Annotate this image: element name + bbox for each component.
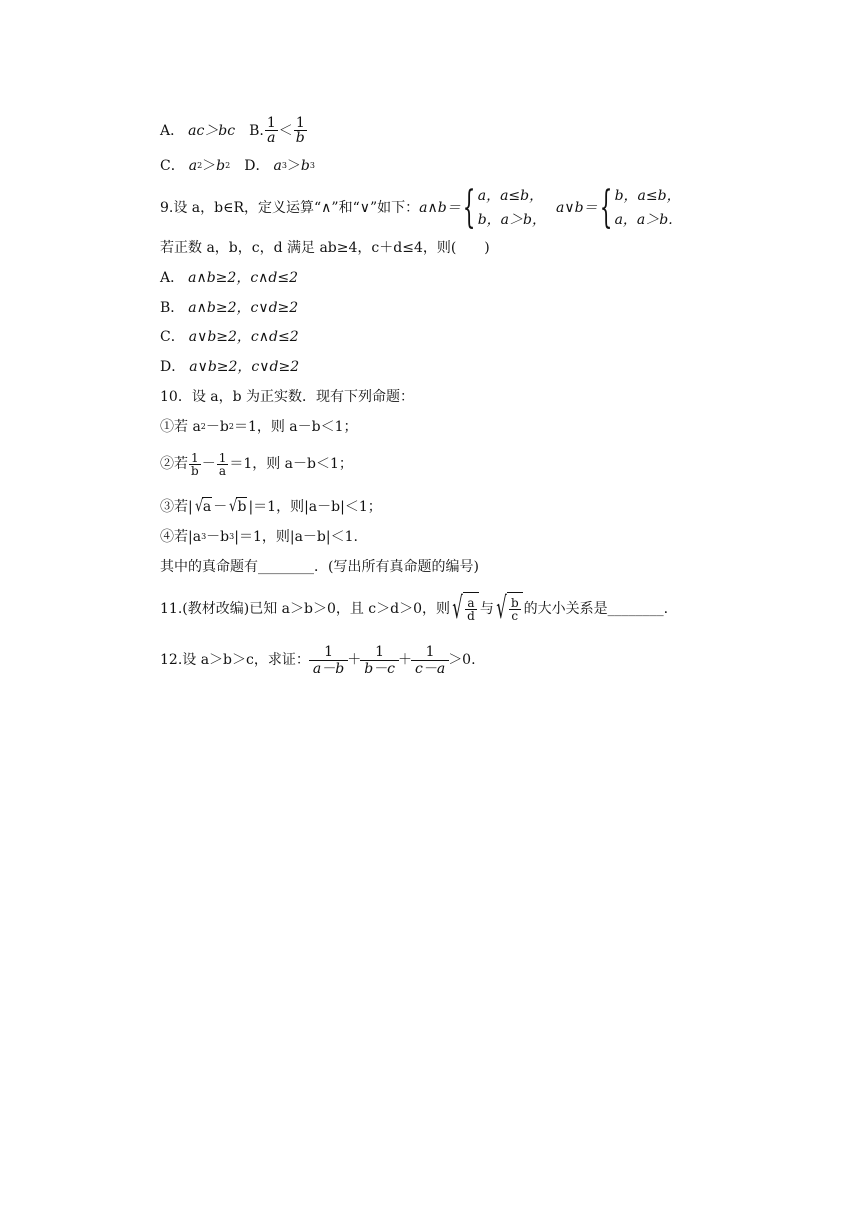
- q9-vee-cases: [615, 184, 681, 232]
- q10-p3-suffix: |＝1，则|a－b|＜1；: [248, 498, 382, 515]
- q8-option-c-exp2: 2: [225, 161, 231, 170]
- q9-option-b-text: a∧b≥2，c∨d≥2: [188, 300, 299, 316]
- q8-option-a-letter: A．: [160, 122, 185, 139]
- q8-option-d-base2: b: [300, 158, 310, 174]
- q9-option-d-letter: D．: [160, 359, 186, 375]
- q8-option-b-fraction-1: $\frac{1}{a}$: [266, 115, 276, 146]
- q9-wedge-case-2: b，a＞b，: [477, 212, 546, 228]
- q9-wedge-brace: {: [462, 182, 476, 233]
- q8-option-c-exp1: 2: [197, 161, 203, 170]
- q10-p1-exp2: 2: [228, 422, 234, 431]
- q9-definition: [160, 183, 691, 233]
- q8-option-c-relation: ＞: [202, 158, 217, 174]
- q10-p1-suffix: ＝1，则 a－b＜1；: [233, 419, 358, 435]
- q10-p4-exp2: 3: [229, 532, 235, 541]
- q9-vee-case-1: b，a≤b，: [614, 188, 681, 204]
- q8-option-d-exp2: 3: [309, 161, 315, 170]
- q10-p1-mid: －b: [205, 419, 229, 435]
- q10-proposition-1: [160, 418, 358, 436]
- q10-p3-minus: －: [213, 498, 228, 515]
- q8-option-b-letter: B.: [249, 122, 264, 139]
- q12-prefix: 12.设 a＞b＞c，求证：: [160, 652, 310, 668]
- q9-wedge-cases: [478, 184, 546, 232]
- q10-p3-sqrt-a: √ a: [194, 496, 212, 515]
- q9-option-b-letter: B．: [160, 300, 185, 316]
- q12-fraction-3: $\frac{1}{c-a}$: [413, 644, 447, 677]
- q8-option-d-relation: ＞: [286, 158, 301, 174]
- q9-wedge-lhs: a∧b＝: [419, 200, 461, 216]
- q8-option-b-fraction-2: $\frac{1}{b}$: [295, 115, 305, 146]
- q10-p2-prefix: ②若: [160, 456, 188, 472]
- q8-option-c-base1: a: [188, 158, 198, 174]
- q9-vee-case-2: a，a＞b.: [614, 212, 673, 228]
- q8-option-b-relation: ＜: [278, 122, 293, 139]
- q11-suffix: 的大小关系是________.: [523, 601, 669, 617]
- q8-options-cd: [160, 157, 315, 175]
- q9-option-a-letter: A．: [160, 270, 185, 286]
- q10-p4-suffix: |＝1，则|a－b|＜1.: [234, 529, 358, 545]
- q10-intro: 10．设 a，b 为正实数．现有下列命题：: [160, 389, 415, 405]
- q8-options-ab: [160, 116, 308, 145]
- q12-fraction-2: $\frac{1}{b-c}$: [362, 644, 397, 677]
- q11-sqrt-a-over-d: √ $\frac{a}{d}$: [451, 592, 479, 626]
- q12-plus-2: ＋: [398, 652, 412, 668]
- q12-suffix: ＞0.: [448, 652, 476, 668]
- q9-option-c-text: a∨b≥2，c∧d≤2: [188, 329, 299, 345]
- q11-prefix: 11.(教材改编)已知 a＞b＞0，且 c＞d＞0，则: [160, 601, 451, 617]
- q12-plus-1: ＋: [347, 652, 362, 668]
- q8-option-d-base1: a: [273, 158, 282, 174]
- q8-option-d-exp1: 3: [281, 161, 287, 170]
- q11: [160, 588, 668, 630]
- q12-fraction-1: $\frac{1}{a-b}$: [311, 644, 346, 677]
- q8-option-a-expr: ac＞bc: [188, 122, 236, 139]
- q10-p4-prefix: ④若|a: [160, 529, 202, 545]
- q8-option-c-base2: b: [216, 158, 226, 174]
- q9-intro: 9.设 a，b∈R，定义运算“∧”和“∨”如下：: [160, 200, 420, 216]
- q10-ask: 其中的真命题有________．(写出所有真命题的编号): [160, 559, 479, 575]
- q8-option-c-letter: C．: [160, 158, 185, 174]
- q9-option-c-letter: C．: [160, 329, 185, 345]
- q10-p3-prefix: ③若|: [160, 498, 193, 515]
- q9-condition: 若正数 a，b，c，d 满足 ab≥4，c＋d≤4，则( ): [160, 240, 490, 256]
- q12: [160, 641, 476, 679]
- q11-mid: 与: [479, 601, 494, 617]
- q10-p4-mid: －b: [206, 529, 230, 545]
- q9-option-a-text: a∧b≥2，c∧d≤2: [188, 270, 299, 286]
- q10-proposition-2: [160, 448, 353, 480]
- q9-wedge-case-1: a，a≤b，: [477, 188, 544, 204]
- q10-p3-sqrt-b: √ b: [229, 496, 247, 515]
- q9-vee-lhs: a∨b＝: [556, 200, 598, 216]
- q10-p2-minus: －: [201, 456, 216, 472]
- q11-sqrt-b-over-c: √ $\frac{b}{c}$: [495, 592, 523, 626]
- q9-option-d: [160, 358, 299, 376]
- q10-p4-exp1: 3: [201, 532, 207, 541]
- q9-option-a: [160, 269, 298, 287]
- q9-vee-brace: {: [599, 182, 612, 233]
- q10-p1-prefix: ①若 a: [160, 419, 201, 435]
- q9-option-c: [160, 328, 299, 346]
- q10-proposition-3: [160, 497, 382, 516]
- q10-proposition-4: [160, 528, 358, 546]
- q9-option-b: [160, 299, 298, 317]
- q10-p2-fraction-2: $\frac{1}{a}$: [218, 450, 227, 478]
- q8-option-d-letter: D．: [244, 158, 270, 174]
- q9-option-d-text: a∨b≥2，c∨d≥2: [189, 359, 300, 375]
- q10-p2-fraction-1: $\frac{1}{b}$: [191, 450, 199, 478]
- q10-p1-exp1: 2: [200, 422, 206, 431]
- q10-p2-suffix: ＝1，则 a－b＜1；: [229, 456, 353, 472]
